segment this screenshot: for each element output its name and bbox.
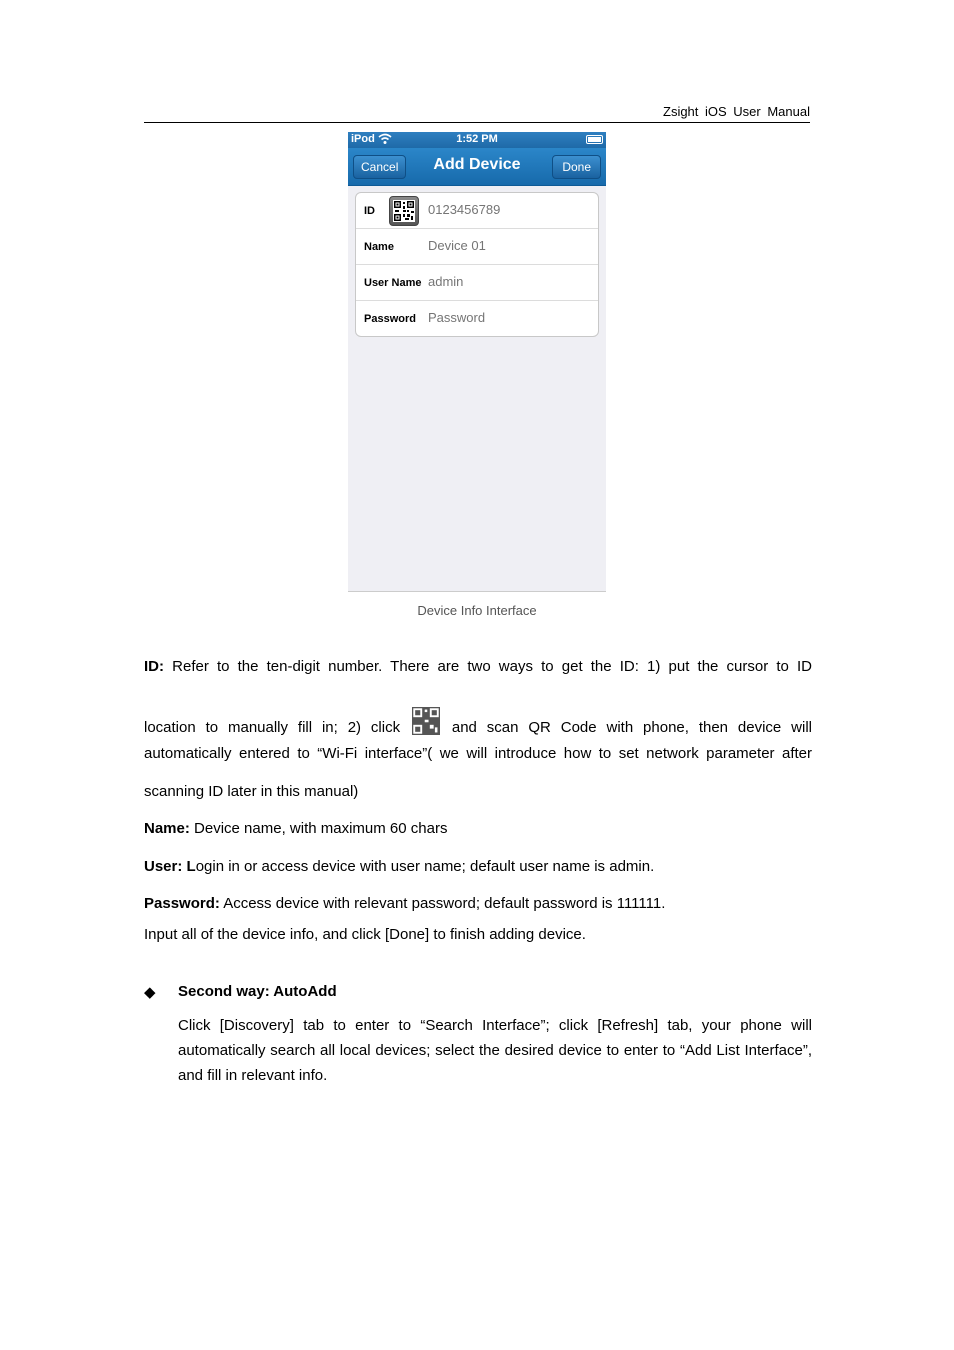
user-text: ogin in or access device with user name; default user name is admin. xyxy=(195,858,655,875)
user-name-row xyxy=(356,265,598,301)
password-label: Password xyxy=(364,313,416,325)
battery-icon xyxy=(586,135,603,144)
figure-caption: Device Info Interface xyxy=(417,603,537,618)
id-line4: scanning ID later in this manual) xyxy=(144,783,359,800)
id-row xyxy=(356,193,598,229)
password-term: Password: xyxy=(144,895,220,912)
diamond-bullet-icon: ◆ xyxy=(144,984,156,1001)
status-bar xyxy=(348,132,606,148)
cancel-button[interactable]: Cancel xyxy=(353,155,406,179)
qr-code-icon xyxy=(412,707,440,735)
id-line1: Refer to the ten-digit number. There are two ways to get the ID: 1) put the cursor to ID xyxy=(172,658,812,675)
user-name-input[interactable] xyxy=(428,274,588,289)
password-input[interactable] xyxy=(428,310,588,325)
user-paragraph xyxy=(144,857,812,877)
phone-screenshot xyxy=(348,132,606,592)
device-form xyxy=(355,192,599,337)
name-term: Name: xyxy=(144,820,190,837)
status-time: 1:52 PM xyxy=(456,133,498,145)
id-line3: automatically entered to “Wi-Fi interface”( we will introduce how to set network parameter after xyxy=(144,745,812,762)
password-row xyxy=(356,301,598,336)
header-title: Zsight iOS User Manual xyxy=(663,104,810,119)
status-carrier: iPod xyxy=(351,133,375,145)
name-label: Name xyxy=(364,241,394,253)
user-term: User: L xyxy=(144,858,196,875)
name-paragraph xyxy=(144,819,812,839)
qr-code-icon xyxy=(393,200,415,222)
password-paragraph xyxy=(144,894,812,914)
name-text: Device name, with maximum 60 chars xyxy=(194,820,448,837)
done-button[interactable]: Done xyxy=(552,155,601,179)
input-all-paragraph: Input all of the device info, and click [Done] to finish adding device. xyxy=(144,926,586,943)
qr-scan-button[interactable] xyxy=(389,196,419,226)
id-label: ID xyxy=(364,205,375,217)
section-body: Click [Discovery] tab to enter to “Search Interface”; click [Refresh] tab, your phone will automatically search all local devices; select the desired device to enter to “Add List Interface”, and fill in relevant info. xyxy=(178,1017,812,1084)
id-paragraph-line2 xyxy=(144,707,812,738)
name-row xyxy=(356,229,598,265)
nav-title: Add Device xyxy=(433,156,521,173)
id-paragraph-line1 xyxy=(144,657,812,677)
page-header xyxy=(144,102,810,123)
name-input[interactable] xyxy=(428,238,588,253)
section-heading: Second way: AutoAdd xyxy=(178,983,337,1000)
id-term: ID: xyxy=(144,658,164,675)
user-name-label: User Name xyxy=(364,277,422,289)
password-text: Access device with relevant password; default password is 111111. xyxy=(223,895,666,912)
id-line2a: location to manually fill in; 2) click xyxy=(144,719,401,736)
nav-bar xyxy=(348,148,606,186)
id-input[interactable] xyxy=(428,202,588,217)
id-line2b: and scan QR Code with phone, then device will xyxy=(451,719,812,736)
